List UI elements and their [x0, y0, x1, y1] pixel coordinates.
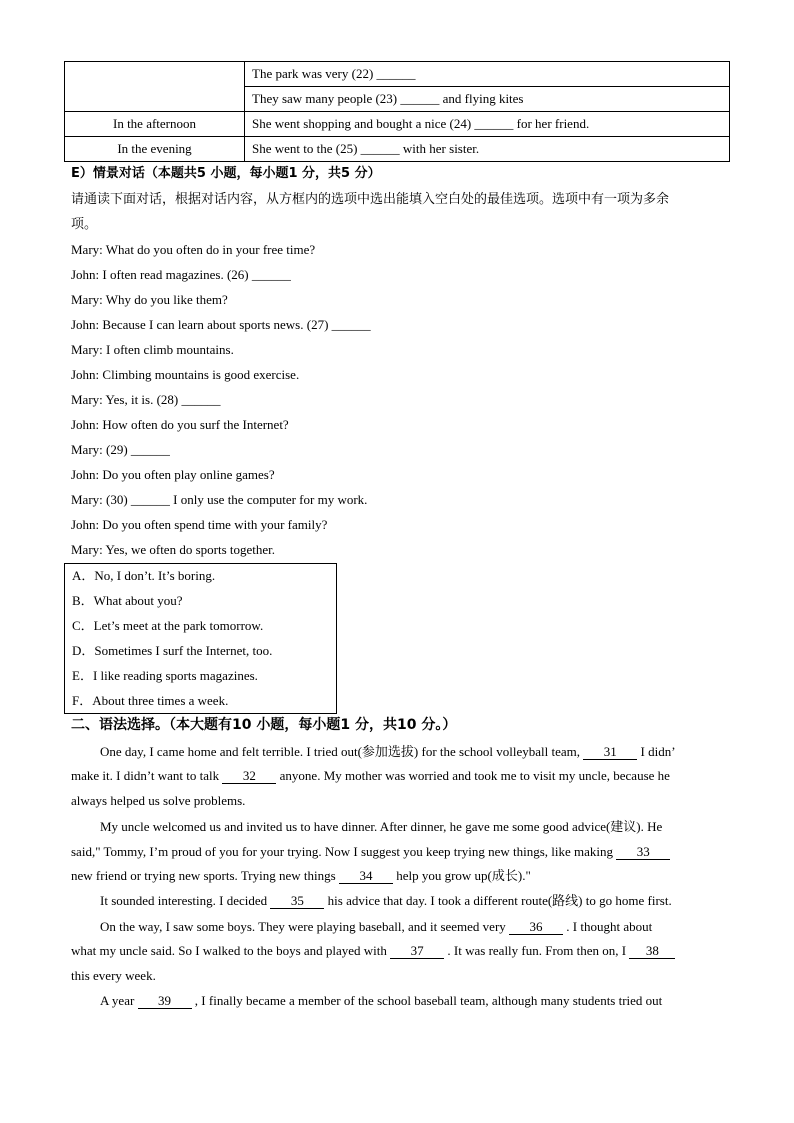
section-e-instruction: 请通读下面对话，根据对话内容，从方框内的选项中选出能填入空白处的最佳选项。选项中有一项为多余: [71, 192, 670, 207]
blank-34: 34: [339, 868, 393, 884]
passage-line: [71, 743, 752, 761]
passage-line: [71, 992, 752, 1010]
passage-text: make it. I didn’t want to talk: [71, 768, 220, 783]
blank-38: 38: [629, 943, 675, 959]
table-time-cell: In the evening: [65, 137, 245, 162]
passage-line: [71, 918, 752, 936]
dialogue-line: John: Because I can learn about sports news. (27) ______: [71, 317, 371, 332]
passage-text: what my uncle said. So I walked to the boys and played with: [71, 943, 387, 958]
dialogue-line: John: How often do you surf the Internet?: [71, 417, 289, 432]
passage-text: . I thought about: [566, 919, 653, 934]
blank-33: 33: [616, 844, 670, 860]
passage-line: always helped us solve problems.: [71, 793, 246, 808]
dialogue-line: Mary: I often climb mountains.: [71, 342, 234, 357]
passage-line: [71, 942, 723, 960]
blank-39: 39: [138, 993, 192, 1009]
passage-line: [71, 892, 752, 910]
blank-36: 36: [509, 919, 563, 935]
passage-text: said," Tommy, I’m proud of you for your trying. Now I suggest you keep trying new things, like making: [71, 844, 614, 859]
blank-37: 37: [390, 943, 444, 959]
table-row: [65, 137, 730, 162]
table-text-cell: She went to the (25) ______ with her sister.: [245, 137, 730, 162]
dialogue-line: Mary: Yes, it is. (28) ______: [71, 392, 221, 407]
dialogue-line: Mary: (30) ______ I only use the computer for my work.: [71, 492, 368, 507]
table-row: [65, 112, 730, 137]
activity-table: [64, 61, 730, 162]
blank-35: 35: [270, 893, 324, 909]
table-text-cell: The park was very (22) ______: [245, 62, 730, 87]
passage-text: I didn’: [640, 744, 676, 759]
passage-text: A year: [100, 993, 135, 1008]
passage-text: his advice that day. I took a different route(路线) to go home first.: [327, 893, 672, 908]
blank-31: 31: [583, 744, 637, 760]
table-text-cell: She went shopping and bought a nice (24) ______ for her friend.: [245, 112, 730, 137]
options-box: [64, 563, 337, 714]
table-text-cell: They saw many people (23) ______ and flying kites: [245, 87, 730, 112]
option-item: E．I like reading sports magazines.: [72, 668, 258, 683]
table-time-cell: [65, 62, 245, 112]
dialogue-line: John: Do you often play online games?: [71, 467, 275, 482]
dialogue-line: John: Climbing mountains is good exercise.: [71, 367, 300, 382]
dialogue-line: Mary: What do you often do in your free time?: [71, 242, 316, 257]
passage-line: [71, 767, 723, 785]
table-time-cell: In the afternoon: [65, 112, 245, 137]
dialogue-line: Mary: Why do you like them?: [71, 292, 228, 307]
passage-text: It sounded interesting. I decided: [100, 893, 268, 908]
option-item: B．What about you?: [72, 593, 183, 608]
passage-text: , I finally became a member of the school baseball team, although many students tried out: [194, 993, 663, 1008]
passage-text: On the way, I saw some boys. They were playing baseball, and it seemed very: [100, 919, 506, 934]
blank-32: 32: [222, 768, 276, 784]
passage-text: . It was really fun. From then on, I: [447, 943, 627, 958]
passage-text: anyone. My mother was worried and took me to visit my uncle, because he: [279, 768, 670, 783]
section-e-title: E）情景对话（本题共5 小题，每小题1 分，共5 分）: [71, 166, 381, 181]
option-item: A．No, I don’t. It’s boring.: [72, 568, 216, 583]
passage-line: [71, 843, 723, 861]
option-item: F．About three times a week.: [72, 693, 229, 708]
passage-text: One day, I came home and felt terrible. I tried out(参加选拔) for the school volleyball team,: [100, 744, 580, 759]
option-item: D．Sometimes I surf the Internet, too.: [72, 643, 273, 658]
passage-line: My uncle welcomed us and invited us to have dinner. After dinner, he gave me some good advice(建议). He: [100, 819, 663, 834]
passage-line: [71, 867, 723, 885]
passage-text: new friend or trying new sports. Trying new things: [71, 868, 336, 883]
option-item: C．Let’s meet at the park tomorrow.: [72, 618, 264, 633]
section-two-title: 二、语法选择。（本大题有10 小题，每小题1 分，共10 分。）: [71, 717, 457, 733]
passage-text: help you grow up(成长).": [396, 868, 531, 883]
dialogue-line: John: I often read magazines. (26) ______: [71, 267, 291, 282]
section-e-instruction-cont: 项。: [71, 217, 98, 232]
dialogue-line: Mary: Yes, we often do sports together.: [71, 542, 276, 557]
dialogue-line: Mary: (29) ______: [71, 442, 170, 457]
passage-line: this every week.: [71, 968, 156, 983]
dialogue-line: John: Do you often spend time with your family?: [71, 517, 328, 532]
table-row: [65, 62, 730, 87]
